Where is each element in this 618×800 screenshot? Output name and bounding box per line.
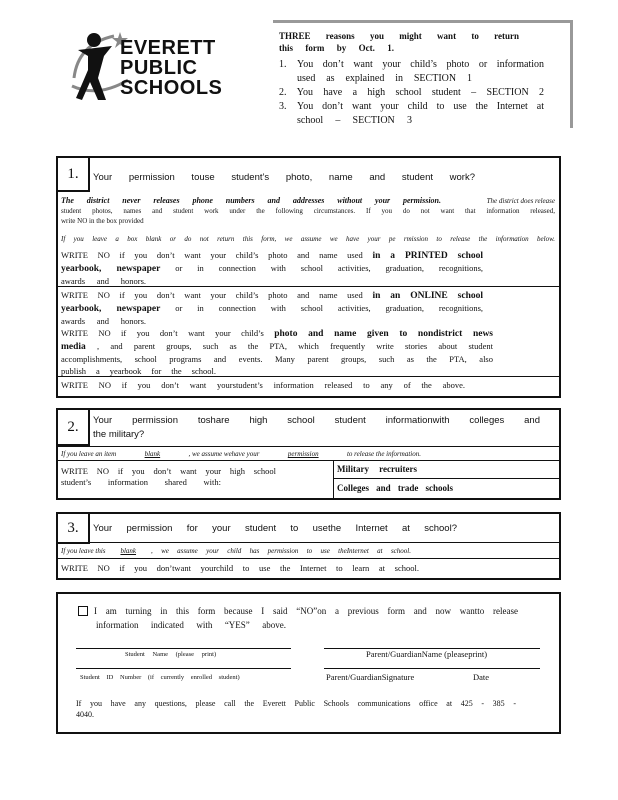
section-1-divider-2 [58, 376, 559, 377]
section-3-question: Your permission for your student to usethe Internet at school? [93, 523, 457, 534]
section-2-note: If you leave an item blank , we assume wehave your permission to release the information. [61, 450, 421, 458]
section-1-blank-note: If you leave a box blank or do not return this form, we assume we have your pe rmission to release the information below. [61, 235, 555, 243]
guardian-name-label: Parent/GuardianName (pleaseprint) [366, 649, 488, 659]
section-1-notice: The district never releases phone numbers and addresses without your permission. The district does release [61, 196, 555, 205]
section-3-number: 3. [56, 512, 90, 544]
section-1-row-1: WRITE NO if you don’t want your child’s photo and name used in a PRINTED school yearbook, newspaper or in connection with school activities, graduation, recognitions, awards and honors. [61, 250, 484, 286]
reason-item-1: 1. You don’t want your child’s photo or information used as explained in SECTION 1 [279, 59, 544, 84]
section-2-question-1: Your permission toshare high school student informationwith colleges and [93, 415, 540, 426]
section-1-notice-3: write NO in the box provided [61, 217, 144, 225]
student-id-label: Student ID Number (if currently enrolled student) [80, 674, 240, 681]
option-colleges-trade-schools[interactable]: Colleges and trade schools [337, 483, 453, 493]
section-1-question: Your permission touse student’s photo, name and student work? [93, 172, 475, 183]
reason-item-2: 2. You have a high school student – SECTION 2 [279, 87, 544, 98]
reasons-intro-1: THREE reasons you might want to return [279, 31, 519, 41]
reasons-box [273, 20, 573, 128]
release-checkbox[interactable] [78, 606, 88, 616]
section-3-note: If you leave this blank , we assume your child has permission to use theInternet at school. [61, 547, 411, 555]
student-name-line[interactable] [76, 648, 291, 649]
section-2-write: WRITE NO if you don’t want your high school student’s information shared with: [61, 466, 276, 487]
student-id-line[interactable] [76, 668, 291, 669]
section-1-number: 1. [56, 156, 90, 192]
section-1-notice-2: student photos, names and student work under the following circumstances. If you do not want that information released, [61, 207, 555, 215]
logo-line-1: EVERETT [120, 37, 216, 59]
guardian-signature-label: Parent/GuardianSignature [326, 672, 415, 682]
logo-line-3: SCHOOLS [120, 77, 223, 99]
option-military-recruiters[interactable]: Military recruiters [337, 464, 417, 474]
section-3-write: WRITE NO if you don’twant yourchild to use the Internet to learn at school. [61, 563, 419, 573]
reason-item-3: 3. You don’t want your child to use the Internet at school – SECTION 3 [279, 101, 544, 126]
guardian-signature-line[interactable] [324, 668, 540, 669]
student-name-label: Student Name (please print) [125, 651, 217, 658]
section-1-row-3: WRITE NO if you don’t want yourstudent’s information released to any of the above. [61, 380, 465, 390]
release-statement: I am turning in this form because I said “NO”on a previous form and now wantto release information indicated with “YES” above. [78, 604, 518, 632]
section-2-number: 2. [56, 408, 90, 446]
reasons-intro-2: this form by Oct. 1. [279, 43, 394, 53]
section-1-divider-1 [58, 286, 559, 287]
district-logo [68, 26, 228, 102]
questions-contact: If you have any questions, please call the Everett Public Schools communications office at 425 - 385 - 4040. [76, 699, 516, 719]
section-2-question-2: the military? [93, 429, 145, 440]
section-1-row-2: WRITE NO if you don’t want your child’s photo and name used in an ONLINE school yearbook, newspaper or in connection with school activities, graduation, recognitions, awards and honors. WRITE NO if you don’t want your child’s photo and name given to nondistrict news media , and parent groups, such as the PTA, which frequently write stories about student accomplishments, school programs and events. Many parent groups, such as the PTA, also publish a yearbook for the school. [61, 290, 494, 376]
logo-line-2: PUBLIC [120, 57, 198, 79]
date-label: Date [473, 672, 490, 682]
